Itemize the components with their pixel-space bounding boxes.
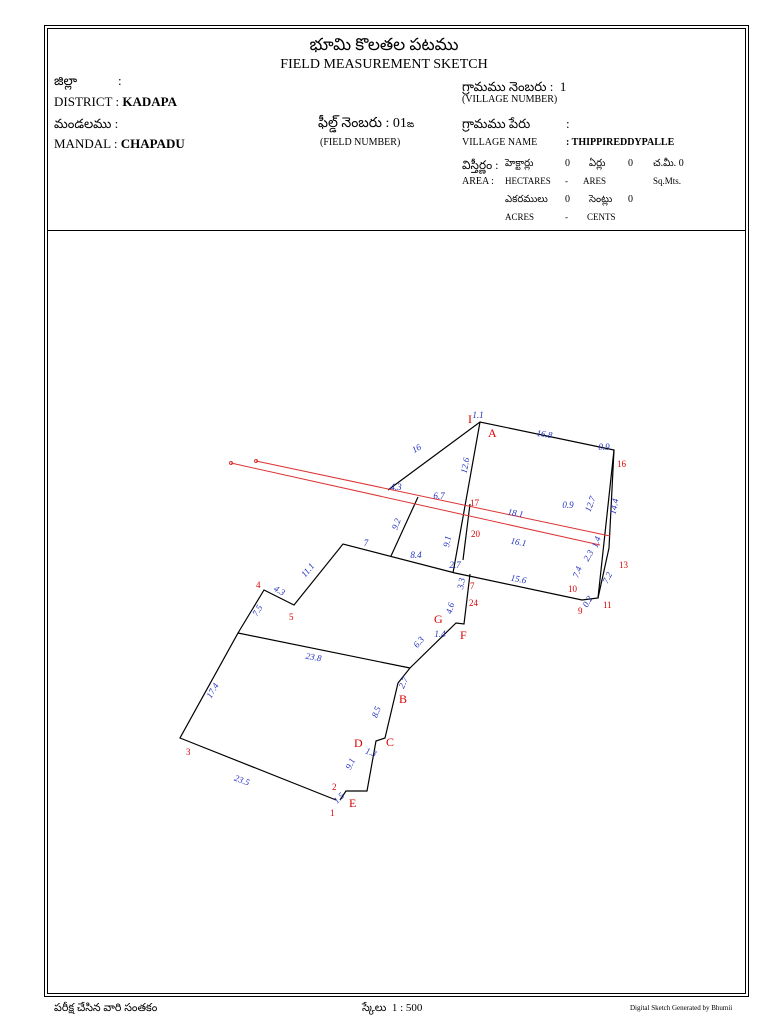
measurement-label: 2.7 [449,560,461,570]
scale-value: 1 : 500 [391,1002,423,1014]
measurement-label: 16 [410,441,423,455]
acres-value: 0 [565,194,570,205]
title-english: FIELD MEASUREMENT SKETCH [280,57,488,72]
village-number-value: 1 [559,79,567,94]
measurement-label: 9.1 [343,756,358,771]
measurement-label: 7.5 [250,603,265,618]
vertex-label: 13 [619,560,628,570]
sqm-value: 0 [678,158,684,169]
district-label: DISTRICT : KADAPA [54,94,178,109]
acres-label: ACRES [505,212,535,222]
measurement-label: 14.4 [607,497,621,516]
scale-label: స్కేలు 1 : 500 [362,1002,423,1014]
measurement-label: 9.1 [441,535,453,548]
measurement-label: 9.2 [389,516,403,531]
signature-label: పరీక్ష చేసిన వారి సంతకం [54,1002,158,1014]
vertex-label: 1 [330,808,335,818]
cents-label-telugu: సెంట్లు [589,194,613,205]
village-number-label: (VILLAGE NUMBER) [462,94,558,105]
vertex-label: A [488,426,497,440]
hectares-label-telugu: హెక్టార్లు [505,158,534,169]
ares-label-telugu: ఏర్లు [589,158,606,169]
measurement-label: 16.1 [509,535,528,549]
cents-value: 0 [628,194,633,205]
measurement-labels [204,410,620,805]
field-number-value: 01 [392,116,407,131]
ares-label: ARES [583,176,607,186]
village-name-label: VILLAGE NAME [462,137,538,148]
district-colon-telugu: : [118,73,122,88]
mandal-label-telugu: మండలము : [54,116,119,131]
area-dash-1: - [565,176,568,186]
measurement-label: 1.1 [472,410,484,420]
area-label-telugu: విస్తీర్ణం : [462,158,499,172]
district-label-telugu: జిల్లా [54,73,78,88]
vertex-label: B [399,692,408,706]
acres-label-telugu: ఎకరములు [505,194,548,205]
vertex-label: 11 [603,600,612,610]
vertex-label: 4 [256,580,261,590]
hectares-label: HECTARES [505,176,551,186]
vertex-label: 24 [469,598,478,608]
vertex-label: 9 [578,606,583,616]
measurement-label: 23.5 [232,772,252,788]
measurement-label: 12.6 [458,456,472,475]
measurement-label: 15.6 [509,572,528,586]
measurement-label: 2.7 [396,675,411,690]
measurement-label: 0.2 [580,594,595,609]
vertex-label: 17 [470,498,479,508]
village-name-colon: : [566,116,570,131]
generated-by: Digital Sketch Generated by Bhumii [630,1004,733,1012]
measurement-label: 1.3 [364,745,379,759]
field-number-label-telugu: ఫీల్డ్ నెంబరు : 01ఙ [318,116,415,131]
vertex-label: 7 [470,581,475,591]
district-value: KADAPA [122,94,178,109]
measurement-label: 8.4 [410,550,422,560]
vertex-label: I [468,412,472,426]
ares-value: 0 [628,158,633,169]
vertex-label: D [354,736,363,750]
vertex-label: F [460,628,467,642]
measurement-label: 4.6 [443,601,457,615]
measurement-label: 6.7 [433,491,445,501]
measurement-label: 0.9 [598,442,610,452]
vertex-label: 20 [471,529,480,539]
mandal-value: CHAPADU [120,136,185,151]
vertex-label: E [349,796,357,810]
vertex-label: 5 [289,612,294,622]
area-dash-2: - [565,212,568,222]
measurement-label: 18.1 [506,506,525,520]
field-number-label: (FIELD NUMBER) [320,137,401,148]
village-number-label-telugu: గ్రామము నెంబరు : 1 [462,79,567,94]
village-name-value: : THIPPIREDDYPALLE [566,137,675,148]
measurement-label: 0.9 [562,500,574,510]
measurement-label: 8.5 [369,704,383,719]
boundary-lines [180,422,614,800]
vertex-label: C [386,735,395,749]
measurement-label: 7.2 [600,570,615,585]
measurement-label: 16.8 [535,427,553,441]
hectares-value: 0 [565,158,570,169]
measurement-label: 17.4 [204,681,221,700]
measurement-label: 3.3 [455,577,467,590]
cents-label: CENTS [587,212,616,222]
title-telugu: భూమి కొలతల పటము [309,35,459,54]
vertex-label: G [434,612,443,626]
vertex-label: 16 [617,459,626,469]
measurement-label: 12.7 [582,494,598,514]
measurement-label: 2.3 [581,548,596,563]
sqm-label-telugu: చ.మీ. 0 [653,158,684,169]
measurement-label: 4.3 [390,482,402,492]
measurement-label: 1.5 [331,790,347,806]
vertex-label: 3 [186,747,191,757]
measurement-label: 23.8 [304,650,323,664]
measurement-label: 6.3 [411,634,427,650]
sqm-label: Sq.Mts. [653,176,682,186]
area-label: AREA : [462,176,494,187]
measurement-label: 1.4 [434,629,446,639]
measurement-label: 7 [363,538,369,548]
vertex-label: 2 [332,782,337,792]
reference-lines [230,460,611,546]
field-number-suffix: ఙ [406,119,415,130]
measurement-label: 7.4 [570,564,584,579]
measurement-label: 11.1 [299,561,317,580]
village-name-label-telugu: గ్రామము పేరు [462,116,531,131]
mandal-label: MANDAL : CHAPADU [54,136,185,151]
measurement-label: 1.4 [589,534,603,549]
vertex-label: 10 [568,584,577,594]
measurement-label: 4.3 [272,583,287,598]
